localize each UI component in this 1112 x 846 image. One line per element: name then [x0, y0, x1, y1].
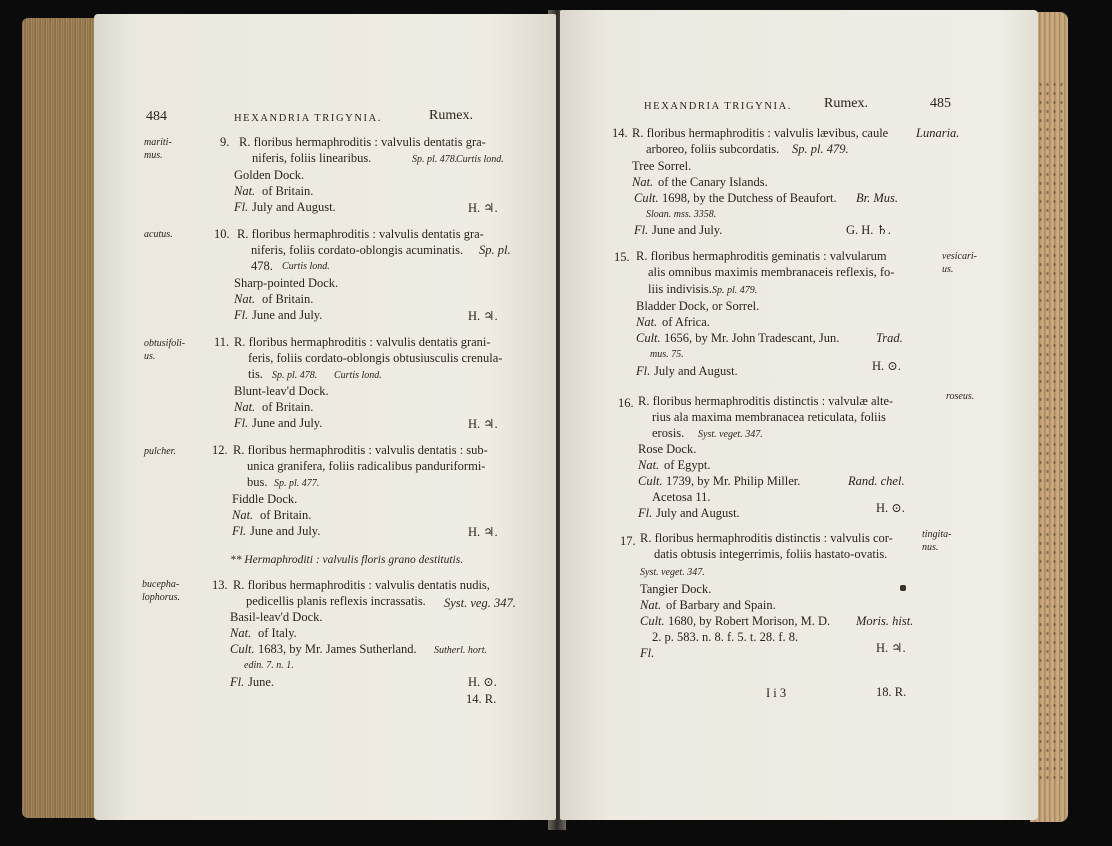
catchword: 14. R. [466, 692, 497, 706]
description-line: R. floribus hermaphroditis distinctis : valvulæ alte- [638, 394, 894, 408]
margin-name: Lunaria. [916, 126, 960, 140]
species-number: 13. [212, 578, 228, 592]
margin-name: obtusifoli- [144, 338, 186, 349]
species-number: 11. [214, 335, 230, 349]
reference: 478. [251, 259, 273, 273]
nat-label: Nat. [234, 184, 256, 198]
cult-label: Cult. [634, 191, 659, 205]
nat-label: Nat. [636, 315, 658, 329]
reference: Curtis lond. [334, 370, 382, 381]
common-name: Bladder Dock, or Sorrel. [636, 299, 760, 313]
cult-text: 1683, by Mr. James Sutherland. [258, 642, 417, 656]
fl-label: Fl. [634, 223, 649, 237]
duration-symbol: H. ♃. [468, 201, 498, 215]
nat-text: of Britain. [262, 400, 314, 414]
description-line: R. floribus hermaphroditis : valvulis dentatis : sub- [233, 443, 488, 457]
nat-label: Nat. [640, 598, 662, 612]
reference: Syst. veget. 347. [698, 429, 763, 440]
duration-symbol: H. ♃. [468, 309, 498, 323]
margin-name: bucepha- [142, 579, 180, 590]
description-line: erosis. [652, 426, 685, 440]
description-line: R. floribus hermaphroditis : valvulis dentatis gra- [239, 135, 486, 149]
margin-name: lophorus. [142, 592, 181, 603]
running-genus: Rumex. [429, 108, 473, 123]
duration-symbol: H. ♃. [876, 641, 906, 655]
common-name: Blunt-leav'd Dock. [234, 384, 329, 398]
fl-label: Fl. [234, 416, 249, 430]
margin-name: tingita- [922, 529, 952, 540]
common-name: Sharp-pointed Dock. [234, 276, 339, 290]
nat-text: of Italy. [258, 626, 297, 640]
cult-text: 1739, by Mr. Philip Miller. [666, 474, 801, 488]
reference: Sp. pl. 479. [712, 285, 758, 296]
right-page [560, 10, 1038, 820]
cult-reference: 2. p. 583. n. 8. f. 5. t. 28. f. 8. [652, 630, 799, 644]
margin-name: nus. [922, 542, 939, 553]
fl-label: Fl. [234, 200, 249, 214]
species-number: 15. [614, 250, 630, 264]
common-name: Rose Dock. [638, 442, 697, 456]
description-line: rius ala maxima membranacea reticulata, foliis [652, 410, 886, 424]
description-line: bus. [247, 475, 268, 489]
common-name: Tree Sorrel. [632, 159, 692, 173]
cult-text: 1680, by Robert Morison, M. D. [668, 614, 831, 628]
signature-mark: I i 3 [766, 686, 787, 700]
nat-label: Nat. [234, 292, 256, 306]
reference: Sp. pl. [479, 243, 511, 257]
reference: Curtis lond. [282, 261, 330, 272]
margin-name: pulcher. [144, 446, 176, 457]
description-line: tis. [248, 367, 263, 381]
nat-text: of Africa. [662, 315, 710, 329]
nat-label: Nat. [638, 458, 660, 472]
description-line: liis indivisis. [648, 282, 712, 296]
species-number: 14. [612, 126, 628, 140]
species-number: 17. [620, 534, 636, 548]
nat-text: of the Canary Islands. [658, 175, 768, 189]
nat-text: of Britain. [260, 508, 312, 522]
cult-reference: Sloan. mss. 3358. [646, 209, 717, 220]
reference: Syst. veget. 347. [640, 567, 705, 578]
reference: Sp. pl. 479. [792, 142, 849, 156]
cult-reference: Moris. hist. [856, 614, 914, 628]
margin-name: mariti- [144, 137, 172, 148]
fl-text: June and July. [252, 308, 323, 322]
nat-text: of Egypt. [664, 458, 711, 472]
running-head: HEXANDRIA TRIGYNIA. [234, 113, 383, 124]
common-name: Tangier Dock. [640, 582, 712, 596]
description-line: R. floribus hermaphroditis : valvulis dentatis grani- [234, 335, 491, 349]
cult-reference: edin. 7. n. 1. [244, 660, 294, 671]
common-name: Fiddle Dock. [232, 492, 298, 506]
description-line: R. floribus hermaphroditis distinctis : valvulis cor- [640, 531, 893, 545]
reference: Sp. pl. 477. [274, 478, 320, 489]
duration-symbol: G. H. ♄. [846, 223, 891, 237]
duration-symbol: H. ♃. [468, 417, 498, 431]
description-line: R. floribus hermaphroditis : valvulis lævibus, caule [632, 126, 889, 140]
description-line: datis obtusis integerrimis, foliis hastato-ovatis. [654, 547, 888, 561]
margin-name: mus. [144, 150, 163, 161]
description-line: unica granifera, foliis radicalibus panduriformi- [247, 459, 486, 473]
fl-label: Fl. [640, 646, 655, 660]
fl-text: June and July. [252, 416, 323, 430]
species-number: 9. [220, 135, 230, 149]
fl-text: June and July. [250, 524, 321, 538]
common-name: Golden Dock. [234, 168, 305, 182]
fl-label: Fl. [234, 308, 249, 322]
description-line: R. floribus hermaphroditis geminatis : valvularum [636, 249, 887, 263]
description-line: feris, foliis cordato-oblongis obtusiusculis crenula- [248, 351, 503, 365]
duration-symbol: H. ♃. [468, 525, 498, 539]
fl-text: July and August. [654, 364, 738, 378]
cult-reference: mus. 75. [650, 349, 684, 360]
fl-label: Fl. [230, 675, 245, 689]
left-page [94, 14, 556, 820]
ink-mark [900, 585, 906, 591]
running-head: HEXANDRIA TRIGYNIA. [644, 101, 793, 112]
fl-label: Fl. [636, 364, 651, 378]
margin-name: us. [144, 351, 156, 362]
fl-text: June. [248, 675, 275, 689]
description-line: niferis, foliis cordato-oblongis acuminatis. [251, 243, 464, 257]
page-number: 485 [930, 96, 951, 111]
nat-label: Nat. [232, 508, 254, 522]
section-heading: ** Hermaphroditi : valvulis floris grano destitutis. [230, 554, 464, 566]
species-number: 10. [214, 227, 230, 241]
reference: Sp. pl. 478. [412, 154, 458, 165]
cult-label: Cult. [638, 474, 663, 488]
description-line: R. floribus hermaphroditis : valvulis dentatis nudis, [233, 578, 490, 592]
description-line: alis omnibus maximis membranaceis reflexis, fo- [648, 265, 895, 279]
cult-label: Cult. [640, 614, 665, 628]
reference: Curtis lond. [456, 154, 504, 165]
fl-label: Fl. [638, 506, 653, 520]
margin-name: vesicari- [942, 251, 977, 262]
reference: Syst. veg. 347. [444, 596, 516, 610]
duration-symbol: H. ⊙. [468, 675, 497, 689]
page-number: 484 [146, 109, 167, 124]
margin-name: roseus. [946, 391, 975, 402]
cult-reference: Rand. chel. [848, 474, 905, 488]
duration-symbol: H. ⊙. [876, 501, 905, 515]
fl-label: Fl. [232, 524, 247, 538]
nat-text: of Britain. [262, 184, 314, 198]
description-line: niferis, foliis linearibus. [252, 151, 372, 165]
left-page-block-edge [22, 18, 100, 818]
cult-reference: Br. Mus. [856, 191, 899, 205]
cult-reference: Trad. [876, 331, 903, 345]
nat-text: of Britain. [262, 292, 314, 306]
cult-label: Cult. [230, 642, 255, 656]
running-genus: Rumex. [824, 96, 868, 111]
cult-label: Cult. [636, 331, 661, 345]
margin-name: acutus. [144, 229, 173, 240]
fl-text: July and August. [252, 200, 336, 214]
species-number: 16. [618, 396, 634, 410]
fl-text: June and July. [652, 223, 723, 237]
reference: Sp. pl. 478. [272, 370, 318, 381]
description-line: arboreo, foliis subcordatis. [646, 142, 780, 156]
description-line: R. floribus hermaphroditis : valvulis dentatis gra- [237, 227, 484, 241]
cult-text: 1656, by Mr. John Tradescant, Jun. [664, 331, 840, 345]
nat-text: of Barbary and Spain. [666, 598, 776, 612]
nat-label: Nat. [234, 400, 256, 414]
duration-symbol: H. ⊙. [872, 359, 901, 373]
fl-text: July and August. [656, 506, 740, 520]
nat-label: Nat. [230, 626, 252, 640]
description-line: pedicellis planis reflexis incrassatis. [246, 594, 426, 608]
cult-reference: Sutherl. hort. [434, 645, 488, 656]
species-number: 12. [212, 443, 228, 457]
cult-text: 1698, by the Dutchess of Beaufort. [662, 191, 837, 205]
cult-reference: Acetosa 11. [652, 490, 711, 504]
catchword: 18. R. [876, 685, 907, 699]
common-name: Basil-leav'd Dock. [230, 610, 323, 624]
margin-name: us. [942, 264, 954, 275]
nat-label: Nat. [632, 175, 654, 189]
